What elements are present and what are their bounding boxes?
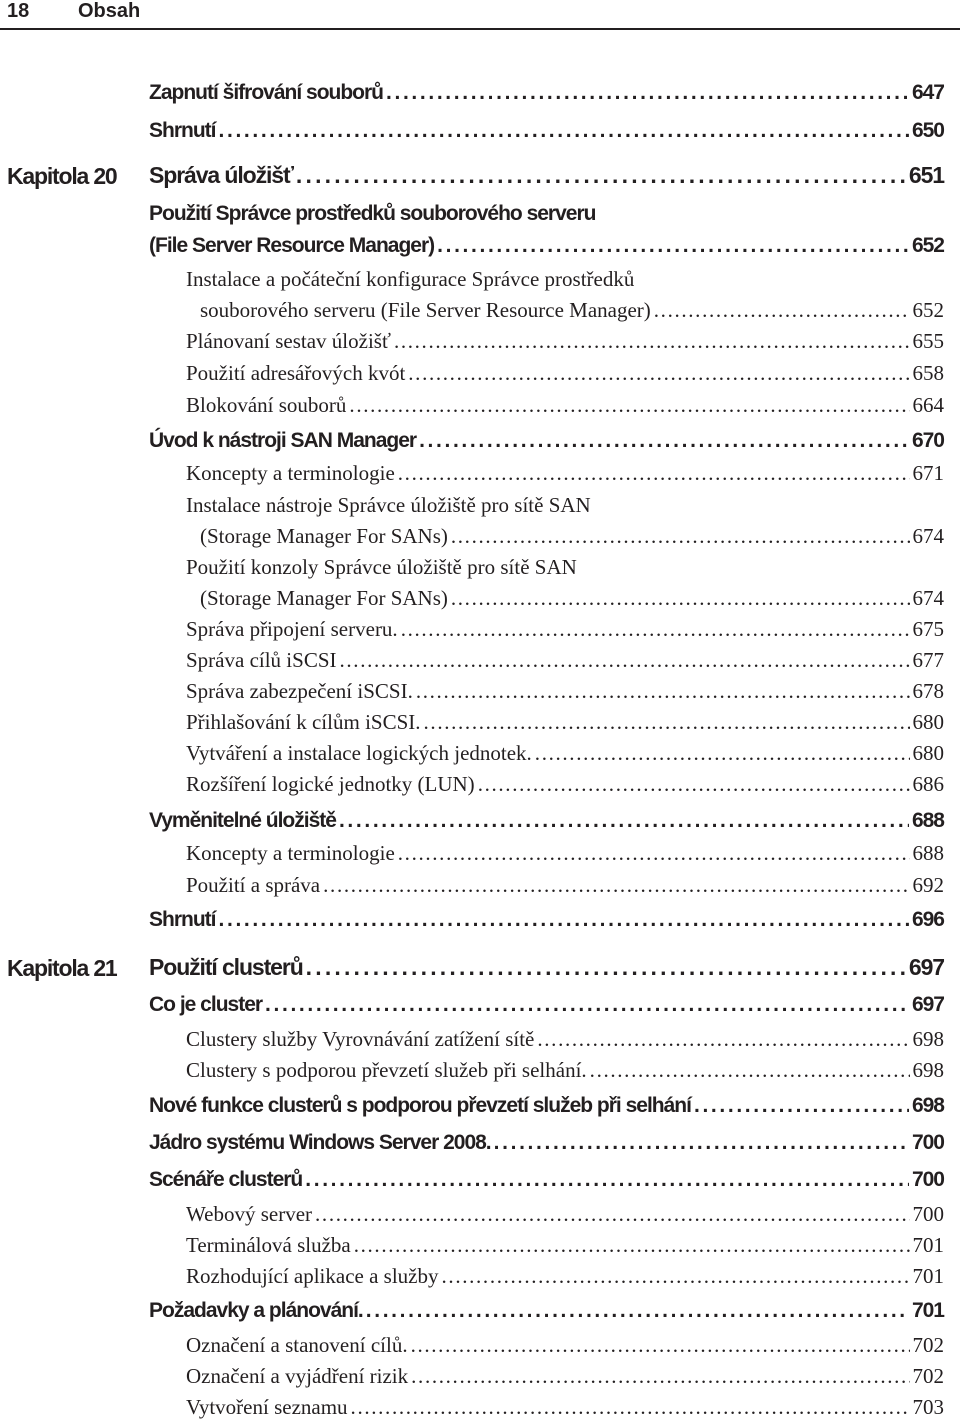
dot-leader bbox=[265, 990, 909, 1020]
toc-entry-title: Nové funkce clusterů s podporou převzetí služeb při selhání bbox=[149, 1094, 691, 1117]
dot-leader bbox=[411, 1361, 909, 1391]
dot-leader bbox=[349, 390, 909, 420]
dot-leader bbox=[296, 160, 906, 190]
toc-entry bbox=[186, 645, 944, 675]
toc-entry-title-line: Použití Správce prostředků souborového serveru bbox=[149, 202, 596, 225]
toc-entry-title: Označení a vyjádření rizik bbox=[186, 1364, 409, 1388]
dot-leader bbox=[339, 806, 909, 836]
toc-entry-title: Blokování souborů bbox=[186, 393, 347, 417]
toc-entry-title: Správa zabezpečení iSCSI. bbox=[186, 679, 413, 703]
toc-entry-page: 700 bbox=[911, 1168, 944, 1191]
toc-entry bbox=[186, 1330, 944, 1360]
chapter-label: Kapitola 20 bbox=[7, 163, 117, 189]
dot-leader bbox=[478, 769, 910, 799]
toc-entry-page: 696 bbox=[911, 908, 944, 931]
dot-leader bbox=[654, 295, 910, 325]
toc-entry-page: 655 bbox=[912, 329, 944, 353]
toc-entry-page: 686 bbox=[912, 772, 944, 796]
toc-entry bbox=[186, 1055, 944, 1085]
toc-entry-page: 671 bbox=[912, 461, 944, 485]
dot-leader bbox=[305, 1165, 909, 1195]
toc-entry-page: 664 bbox=[912, 393, 944, 417]
toc-entry bbox=[149, 905, 944, 935]
toc-entry bbox=[186, 769, 944, 799]
toc-entry-title: (Storage Manager For SANs) bbox=[200, 524, 448, 548]
toc-entry-title: Jádro systému Windows Server 2008. bbox=[149, 1131, 491, 1154]
toc-entry-page: 674 bbox=[912, 586, 944, 610]
toc-entry bbox=[186, 1392, 944, 1422]
toc-entry-page: 697 bbox=[911, 993, 944, 1016]
toc-entry-page: 688 bbox=[911, 809, 944, 832]
toc-entry-page: 701 bbox=[911, 1299, 944, 1322]
toc-entry-title: Zapnutí šifrování souborů bbox=[149, 81, 384, 104]
dot-leader bbox=[366, 1296, 909, 1326]
page-number: 18 bbox=[7, 0, 30, 22]
toc-entry bbox=[149, 116, 944, 146]
toc-entry bbox=[186, 614, 944, 644]
dot-leader bbox=[340, 645, 910, 675]
toc-entry-title: Shrnutí bbox=[149, 119, 216, 142]
dot-leader bbox=[394, 326, 910, 356]
toc-entry-page: 697 bbox=[908, 954, 944, 980]
dot-leader bbox=[437, 231, 909, 261]
toc-entry-page: 698 bbox=[912, 1027, 944, 1051]
toc-entry-page: 680 bbox=[912, 741, 944, 765]
toc-entry-title: Úvod k nástroji SAN Manager bbox=[149, 429, 417, 452]
toc-entry-title: (File Server Resource Manager) bbox=[149, 234, 435, 257]
dot-leader bbox=[386, 78, 909, 108]
toc-entry bbox=[200, 583, 944, 613]
dot-leader bbox=[535, 738, 910, 768]
toc-entry-page: 703 bbox=[912, 1395, 944, 1419]
toc-entry-title: Plánovaní sestav úložišť bbox=[186, 329, 391, 353]
dot-leader bbox=[315, 1199, 909, 1229]
toc-entry bbox=[186, 458, 944, 488]
toc-entry-page: 702 bbox=[912, 1333, 944, 1357]
dot-leader bbox=[411, 1330, 910, 1360]
toc-entry-page: 670 bbox=[911, 429, 944, 452]
toc-entry bbox=[186, 1024, 944, 1054]
dot-leader bbox=[408, 358, 909, 388]
dot-leader bbox=[323, 870, 909, 900]
dot-leader bbox=[219, 116, 909, 146]
toc-entry-page: 677 bbox=[912, 648, 944, 672]
toc-entry-title: Clustery služby Vyrovnávání zatížení sítě bbox=[186, 1027, 535, 1051]
toc-entry bbox=[186, 838, 944, 868]
toc-entry-title: Požadavky a plánování. bbox=[149, 1299, 363, 1322]
dot-leader bbox=[419, 426, 909, 456]
toc-entry bbox=[200, 521, 944, 551]
toc-entry bbox=[149, 231, 944, 261]
toc-entry-page: 652 bbox=[911, 234, 944, 257]
toc-entry-page: 678 bbox=[912, 679, 944, 703]
dot-leader bbox=[416, 676, 910, 706]
toc-entry-title: Použití adresářových kvót bbox=[186, 361, 406, 385]
chapter-label: Kapitola 21 bbox=[7, 955, 117, 981]
toc-entry bbox=[149, 426, 944, 456]
toc-entry-title: Správa připojení serveru. bbox=[186, 617, 398, 641]
toc-entry-page: 698 bbox=[912, 1058, 944, 1082]
dot-leader bbox=[398, 458, 910, 488]
toc-entry-page: 698 bbox=[911, 1094, 944, 1117]
toc-entry bbox=[186, 1199, 944, 1229]
header-title: Obsah bbox=[78, 0, 141, 22]
dot-leader bbox=[451, 521, 910, 551]
toc-entry bbox=[149, 1091, 944, 1121]
toc-entry bbox=[149, 806, 944, 836]
toc-entry bbox=[149, 1296, 944, 1326]
toc-entry-title: (Storage Manager For SANs) bbox=[200, 586, 448, 610]
toc-entry-page: 700 bbox=[912, 1202, 944, 1226]
toc-entry bbox=[186, 1361, 944, 1391]
toc-entry-page: 692 bbox=[912, 873, 944, 897]
dot-leader bbox=[398, 838, 910, 868]
toc-entry bbox=[186, 358, 944, 388]
toc-entry-title: Shrnutí bbox=[149, 908, 216, 931]
dot-leader bbox=[401, 614, 910, 644]
toc-entry-page: 674 bbox=[912, 524, 944, 548]
toc-entry bbox=[149, 1165, 944, 1195]
toc-entry-title: Správa cílů iSCSI bbox=[186, 648, 337, 672]
dot-leader bbox=[451, 583, 910, 613]
toc-entry bbox=[186, 676, 944, 706]
toc-entry bbox=[186, 1261, 944, 1291]
dot-leader bbox=[306, 952, 906, 982]
toc-entry bbox=[186, 870, 944, 900]
dot-leader bbox=[219, 905, 909, 935]
toc-chapter-entry bbox=[149, 160, 944, 190]
toc-entry-title: Rozhodující aplikace a služby bbox=[186, 1264, 439, 1288]
dot-leader bbox=[351, 1392, 910, 1422]
toc-chapter-entry bbox=[149, 952, 944, 982]
toc-entry-title: Přihlašování k cílům iSCSI. bbox=[186, 710, 421, 734]
toc-entry-page: 658 bbox=[912, 361, 944, 385]
toc-entry-title: Co je cluster bbox=[149, 993, 263, 1016]
toc-entry-page: 701 bbox=[912, 1264, 944, 1288]
dot-leader bbox=[590, 1055, 910, 1085]
toc-entry-title-line: Instalace nástroje Správce úložiště pro sítě SAN bbox=[186, 493, 591, 517]
toc-entry-title: Vytvoření seznamu bbox=[186, 1395, 348, 1419]
toc-entry-title-line: Použití konzoly Správce úložiště pro sítě SAN bbox=[186, 555, 577, 579]
toc-entry bbox=[186, 738, 944, 768]
toc-entry-title: Použití a správa bbox=[186, 873, 321, 897]
toc-entry-page: 647 bbox=[911, 81, 944, 104]
toc-entry-page: 702 bbox=[912, 1364, 944, 1388]
toc-entry bbox=[149, 78, 944, 108]
toc-entry bbox=[186, 707, 944, 737]
toc-entry-page: 652 bbox=[912, 298, 944, 322]
toc-entry bbox=[186, 1230, 944, 1260]
toc-entry-title: souborového serveru (File Server Resource Manager) bbox=[200, 298, 651, 322]
toc-entry-title: Terminálová služba bbox=[186, 1233, 351, 1257]
toc-entry-page: 700 bbox=[911, 1131, 944, 1154]
toc-entry bbox=[186, 390, 944, 420]
dot-leader bbox=[442, 1261, 910, 1291]
toc-entry-page: 675 bbox=[912, 617, 944, 641]
toc-entry bbox=[200, 295, 944, 325]
toc-entry-title: Vyměnitelné úložiště bbox=[149, 809, 336, 832]
toc-entry-title: Označení a stanovení cílů. bbox=[186, 1333, 408, 1357]
toc-entry-title: Koncepty a terminologie bbox=[186, 461, 395, 485]
toc-entry-title: Scénáře clusterů bbox=[149, 1168, 303, 1191]
toc-entry bbox=[186, 326, 944, 356]
toc-entry-title: Rozšíření logické jednotky (LUN) bbox=[186, 772, 475, 796]
toc-entry-page: 680 bbox=[912, 710, 944, 734]
toc-entry-page: 688 bbox=[912, 841, 944, 865]
dot-leader bbox=[424, 707, 910, 737]
toc-entry-title: Správa úložišť bbox=[149, 162, 293, 188]
dot-leader bbox=[354, 1230, 910, 1260]
toc-entry-page: 651 bbox=[908, 162, 944, 188]
toc-entry-title: Vytváření a instalace logických jednotek. bbox=[186, 741, 532, 765]
dot-leader bbox=[494, 1128, 909, 1158]
toc-entry-page: 650 bbox=[911, 119, 944, 142]
toc-entry-page: 701 bbox=[912, 1233, 944, 1257]
toc-entry bbox=[149, 990, 944, 1020]
toc-entry-title: Clustery s podporou převzetí služeb při selhání. bbox=[186, 1058, 587, 1082]
toc-entry-title: Koncepty a terminologie bbox=[186, 841, 395, 865]
dot-leader bbox=[537, 1024, 909, 1054]
toc-entry-title-line: Instalace a počáteční konfigurace Správce prostředků bbox=[186, 267, 635, 291]
toc-entry-title: Webový server bbox=[186, 1202, 313, 1226]
dot-leader bbox=[694, 1091, 909, 1121]
toc-entry-title: Použití clusterů bbox=[149, 954, 303, 980]
toc-entry bbox=[149, 1128, 944, 1158]
